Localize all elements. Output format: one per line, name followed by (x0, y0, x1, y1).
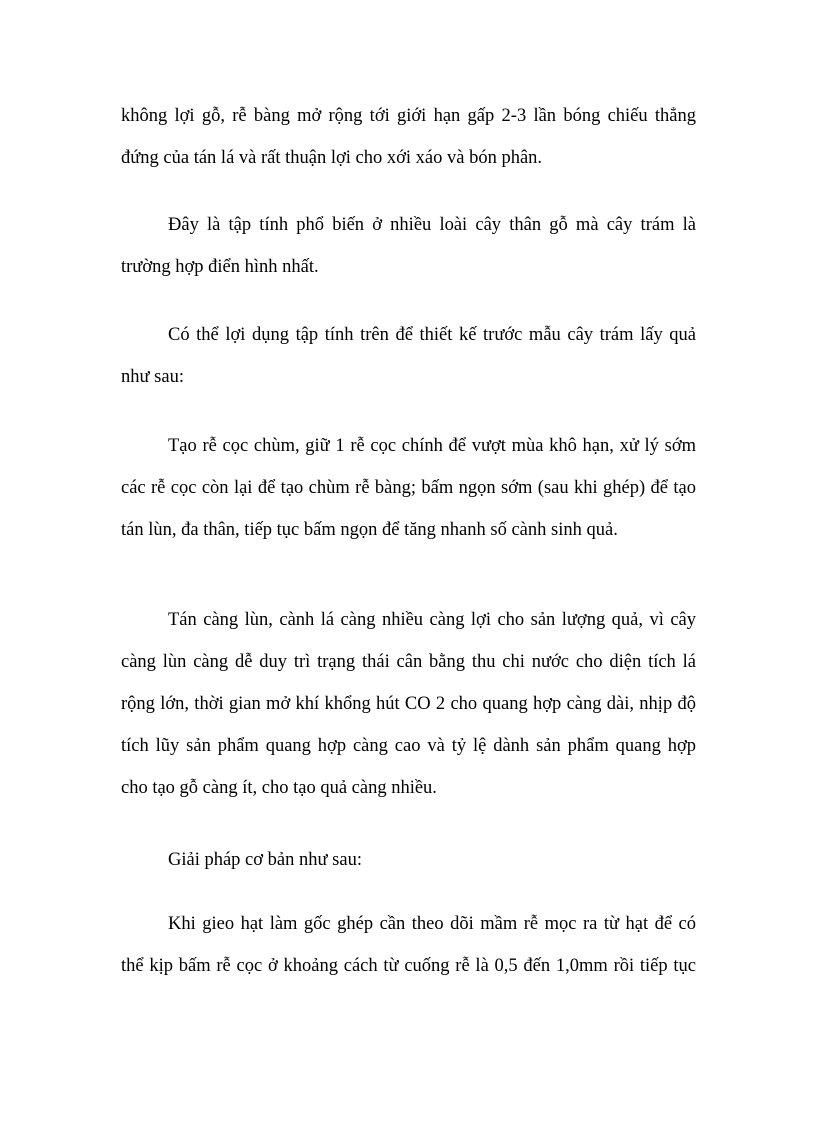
text-line: Giải pháp cơ bản như sau: (168, 850, 362, 870)
paragraph-root-spread (121, 95, 696, 179)
text-line: Đây là tập tính phổ biến ở nhiều loài cây thân gỗ mà cây trám là (168, 215, 696, 235)
text-line: các rễ cọc còn lại để tạo chùm rễ bàng; bấm ngọn sớm (sau khi ghép) để tạo (121, 478, 696, 498)
text-line: cho tạo gỗ càng ít, cho tạo quả càng nhiều. (121, 778, 437, 798)
text-line: trường hợp điển hình nhất. (121, 257, 319, 277)
paragraph-design-intro (121, 314, 696, 398)
text-line: Tán càng lùn, cành lá càng nhiều càng lợi cho sản lượng quả, vì cây (168, 610, 696, 630)
paragraph-seed-sowing (121, 903, 696, 987)
text-line: Có thể lợi dụng tập tính trên để thiết kế trước mẫu cây trám lấy quả (168, 325, 696, 345)
text-line: đứng của tán lá và rất thuận lợi cho xới xáo và bón phân. (121, 148, 543, 168)
text-line: Tạo rễ cọc chùm, giữ 1 rễ cọc chính để vượt mùa khô hạn, xử lý sớm (168, 436, 696, 456)
text-line: tích lũy sản phẩm quang hợp càng cao và tỷ lệ dành sản phẩm quang hợp (121, 736, 696, 756)
text-line: Khi gieo hạt làm gốc ghép cần theo dõi mầm rễ mọc ra từ hạt để có (168, 914, 696, 934)
text-line: thể kịp bấm rễ cọc ở khoảng cách từ cuống rễ là 0,5 đến 1,0mm rồi tiếp tục (121, 956, 696, 976)
text-line: tán lùn, đa thân, tiếp tục bấm ngọn để tăng nhanh số cành sinh quả. (121, 520, 618, 540)
paragraph-canopy-benefits (121, 599, 696, 809)
paragraph-typical-behavior (121, 204, 696, 288)
paragraph-solution-heading (121, 839, 696, 881)
text-line: như sau: (121, 367, 184, 387)
text-line: rộng lớn, thời gian mở khí khổng hút CO 2 cho quang hợp càng dài, nhịp độ (121, 694, 696, 714)
text-line: không lợi gỗ, rễ bàng mở rộng tới giới hạn gấp 2-3 lần bóng chiếu thẳng (121, 106, 696, 126)
paragraph-root-formation (121, 425, 696, 551)
text-line: càng lùn càng dễ duy trì trạng thái cân bằng thu chi nước cho diện tích lá (121, 652, 696, 672)
